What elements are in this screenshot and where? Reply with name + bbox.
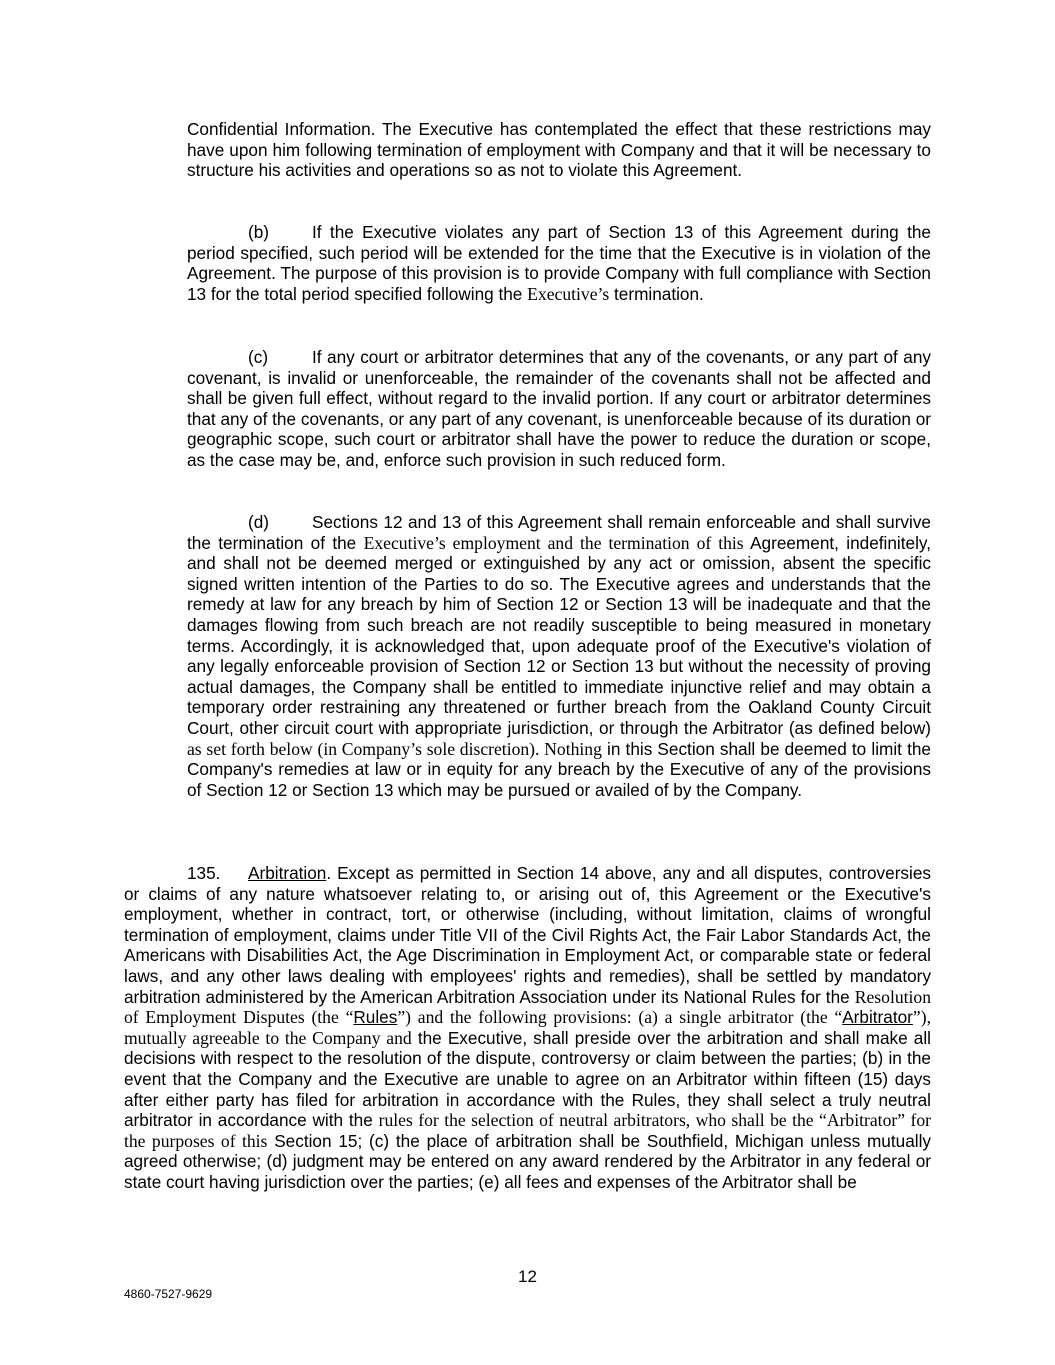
paragraph-b xyxy=(187,222,931,304)
paragraph-intro xyxy=(187,119,931,181)
paragraph-d-text-1: Sections 12 and 13 of this Agreement shall remain enforceable and shall survive the termination of the xyxy=(187,512,931,553)
paragraph-d xyxy=(187,512,931,800)
section-135-serif-1: Resolution of Employment Disputes (the “ xyxy=(124,986,931,1028)
arbitrator-defined-term: Arbitrator xyxy=(842,1007,913,1028)
paragraph-d-label: (d) xyxy=(248,512,270,532)
paragraph-intro-text: Confidential Information. The Executive has contemplated the effect that these restrictions may have upon him following termination of employment with Company and that it will be necessary to structure his activities and operations so as not to violate this Agreement. xyxy=(187,119,931,181)
paragraph-b-serif-text: Executive’s xyxy=(527,283,610,304)
section-135-text-3: Section 15; (c) the place of arbitration shall be Southfield, Michigan unless mutually agreed otherwise; (d) judgment may be entered on any award rendered by the Arbitrator in any federal or state court having jurisdiction over the parties; (e) all fees and expenses of the Arbitrator shall be xyxy=(124,1130,931,1192)
section-number: 135. xyxy=(187,863,221,883)
page-number: 12 xyxy=(518,1267,537,1286)
rules-defined-term: Rules xyxy=(353,1007,398,1028)
paragraph-b-text-end: termination. xyxy=(609,283,704,304)
section-135-text-1: . Except as permitted in Section 14 above, any and all disputes, controversies or claims of any nature whatsoever relating to, or arising out of, this Agreement or the Executive's employment, whether in contract, tort, or otherwise (including, without limitation, claims of wrongful termination of employment, claims under Title VII of the Civil Rights Act, the Fair Labor Standards Act, the Americans with Disabilities Act, the Age Discrimination in Employment Act, or comparable state or federal laws, and any other laws dealing with employees' rights and remedies), shall be settled by mandatory arbitration administered by the American Arbitration Association under its National Rules for the xyxy=(124,863,931,1007)
section-135-serif-4: rules for the selection of neutral arbitrators, who shall be the “Arbitrator” for the purposes of this xyxy=(124,1110,931,1151)
section-135-serif-2: ”) and the following provisions: (a) a single arbitrator (the “ xyxy=(397,1007,843,1028)
section-heading: Arbitration xyxy=(248,863,327,883)
paragraph-d-text-3: in this Section shall be deemed to limit the Company's remedies at law or in equity for any breach by the Executive of any of the provisions of Section 12 or Section 13 which may be pursued or availed of by the Company. xyxy=(187,738,931,800)
paragraph-c-text: If any court or arbitrator determines that any of the covenants, or any part of any covenant, is invalid or unenforceable, the remainder of the covenants shall not be affected and shall be given full effect, without regard to the invalid portion. If any court or arbitrator determines that any of the covenants, or any part of any covenant, is unenforceable because of its duration or geographic scope, such court or arbitrator shall have the power to reduce the duration or scope, as the case may be, and, enforce such provision in such reduced form. xyxy=(187,347,931,470)
paragraph-b-label: (b) xyxy=(248,222,270,242)
document-id: 4860-7527-9629 xyxy=(124,1287,213,1301)
paragraph-c xyxy=(187,347,931,471)
paragraph-d-text-2: Agreement, indefinitely, and shall not be deemed merged or extinguished by any act or omission, absent the specific signed written intention of the Parties to do so. The Executive agrees and understands that the remedy at law for any breach by him of Section 12 or Section 13 will be inadequate and that the damages flowing from such breach are not readily susceptible to being measured in monetary terms. Accordingly, it is acknowledged that, upon adequate proof of the Executive's violation of any legally enforceable provision of Section 12 or Section 13 but without the necessity of proving actual damages, the Company shall be entitled to immediate injunctive relief and may obtain a temporary order restraining any threatened or further breach from the Oakland County Circuit Court, other circuit court with appropriate jurisdiction, or through the Arbitrator (as defined below) xyxy=(187,532,931,738)
section-135-serif-3: ”), mutually agreeable to the Company and xyxy=(124,1007,931,1048)
section-135-text-2: the Executive, shall preside over the arbitration and shall make all decisions with respect to the resolution of the dispute, controversy or claim between the parties; (b) in the event that the Company and the Executive are unable to agree on an Arbitrator within fifteen (15) days after either party has filed for arbitration in accordance with the Rules, they shall select a truly neutral arbitrator in accordance with the xyxy=(124,1027,931,1131)
section-135-arbitration xyxy=(124,863,931,1193)
paragraph-d-serif-1: Executive’s employment and the termination of this xyxy=(363,532,744,553)
paragraph-d-serif-2: as set forth below (in Company’s sole discretion). Nothing xyxy=(187,738,602,759)
paragraph-b-text: If the Executive violates any part of Section 13 of this Agreement during the period specified, such period will be extended for the time that the Executive is in violation of the Agreement. The purpose of this provision is to provide Company with full compliance with Section 13 for the total period specified following the xyxy=(187,222,931,304)
paragraph-c-label: (c) xyxy=(248,347,269,367)
